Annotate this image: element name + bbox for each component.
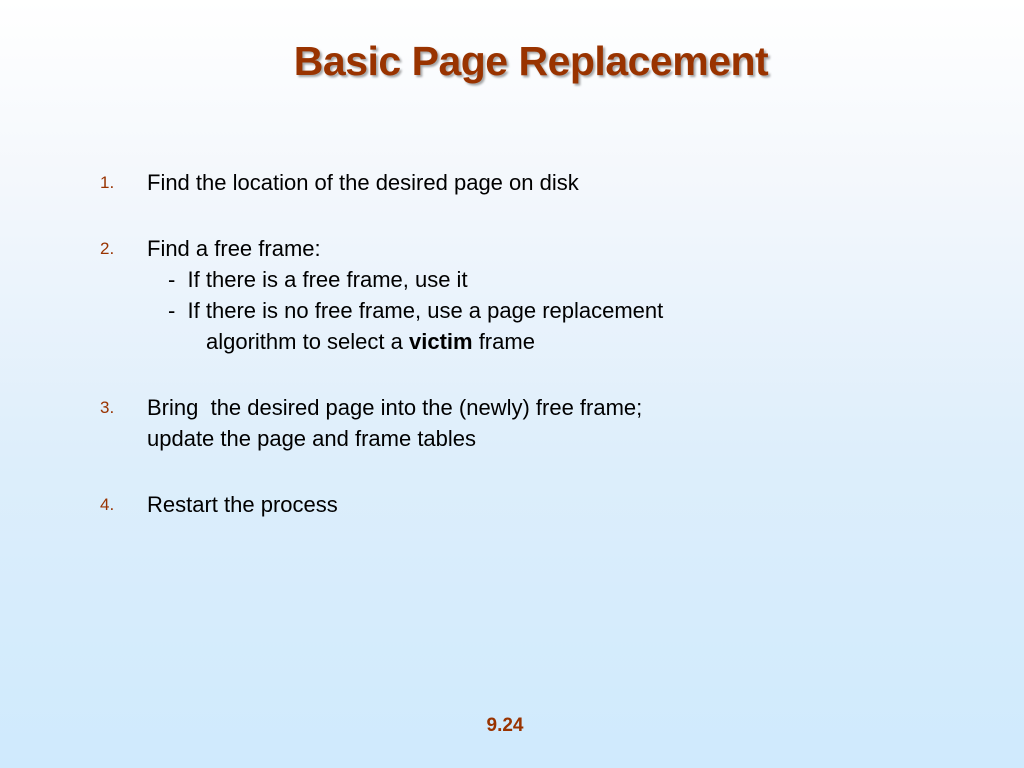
item-text: Restart the process: [147, 492, 338, 517]
item-number: 1.: [100, 173, 115, 192]
item-text: Find a free frame:: [147, 236, 321, 261]
sub-item-free-frame: - If there is a free frame, use it: [168, 267, 468, 292]
item-text: Find the location of the desired page on disk: [147, 170, 579, 195]
victim-term: victim: [408, 329, 473, 354]
item-text-line-1: Bring the desired page into the (newly) free frame;: [147, 395, 643, 420]
list-item-2: [100, 233, 663, 357]
list-item-4: [100, 489, 663, 520]
item-number: 4.: [100, 495, 115, 514]
page-number: 9.24: [486, 715, 524, 736]
item-number: 3.: [100, 398, 115, 417]
continuation-text: algorithm to select a: [206, 329, 409, 354]
item-number: 2.: [100, 239, 115, 258]
sub-item-continuation: [147, 326, 663, 357]
steps-list: [100, 167, 663, 520]
slide-title: Basic Page Replacement: [293, 38, 769, 84]
list-item-1: [100, 167, 663, 198]
item-text-line-2: update the page and frame tables: [147, 426, 477, 451]
list-item-3: [100, 392, 663, 454]
continuation-text-end: frame: [472, 329, 535, 354]
sub-item-no-free-frame: - If there is no free frame, use a page replacement: [168, 298, 664, 323]
